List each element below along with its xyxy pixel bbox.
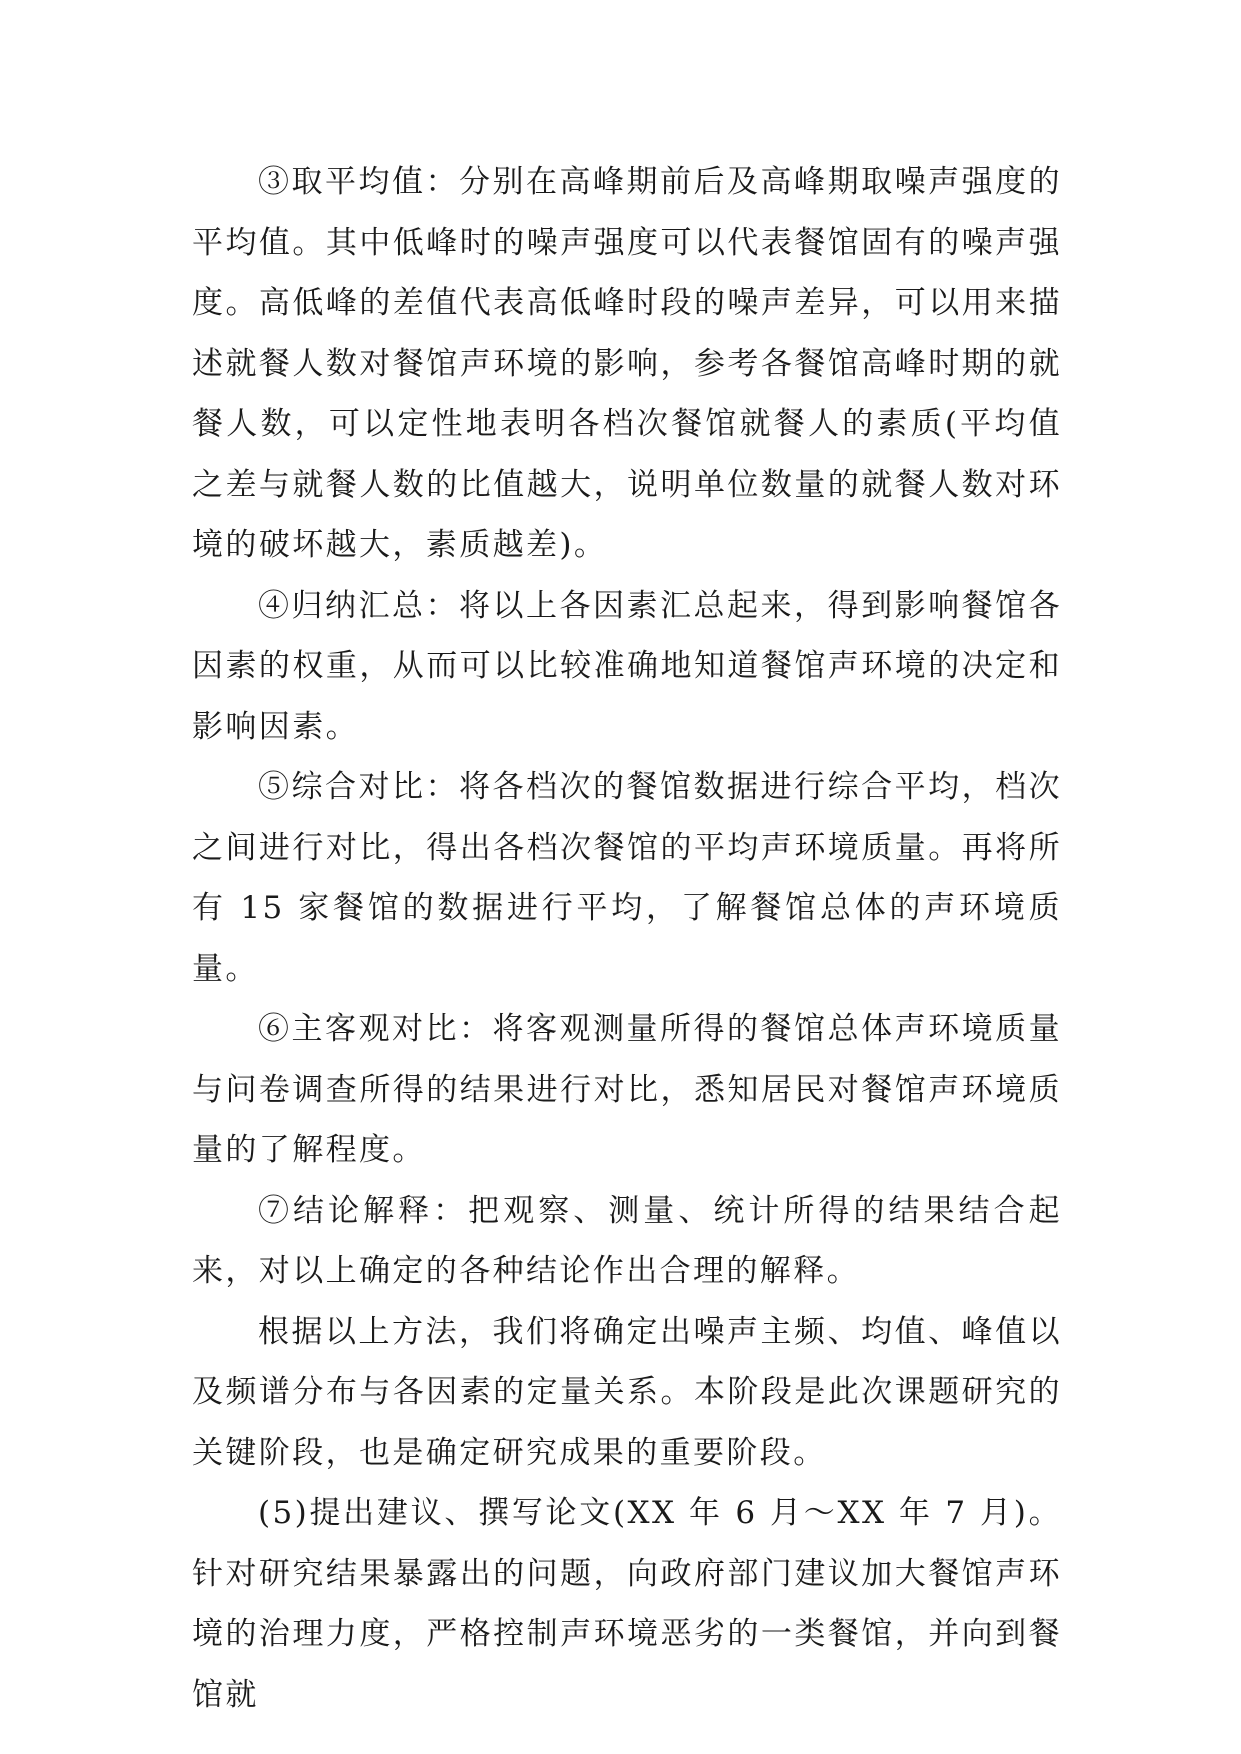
paragraph-comprehensive-comparison: ⑤综合对比：将各档次的餐馆数据进行综合平均，档次之间进行对比，得出各档次餐馆的平均声环境质量。再将所有 15 家餐馆的数据进行平均，了解餐馆总体的声环境质量。: [192, 769, 1062, 987]
document-body: [192, 152, 1062, 1725]
paragraph-summary: ④归纳汇总：将以上各因素汇总起来，得到影响餐馆各因素的权重，从而可以比较准确地知道餐馆声环境的决定和影响因素。: [192, 587, 1062, 745]
paragraph-method-summary: 根据以上方法，我们将确定出噪声主频、均值、峰值以及频谱分布与各因素的定量关系。本阶段是此次课题研究的关键阶段，也是确定研究成果的重要阶段。: [192, 1313, 1062, 1471]
paragraph-recommendations: (5)提出建议、撰写论文(XX 年 6 月～XX 年 7 月)。针对研究结果暴露出的问题，向政府部门建议加大餐馆声环境的治理力度，严格控制声环境恶劣的一类餐馆，并向到餐馆就: [192, 1495, 1062, 1713]
paragraph-subjective-objective-comparison: ⑥主客观对比：将客观测量所得的餐馆总体声环境质量与问卷调查所得的结果进行对比，悉知居民对餐馆声环境质量的了解程度。: [192, 1011, 1062, 1168]
paragraph-average-values: ③取平均值：分别在高峰期前后及高峰期取噪声强度的平均值。其中低峰时的噪声强度可以代表餐馆固有的噪声强度。高低峰的差值代表高低峰时段的噪声差异，可以用来描述就餐人数对餐馆声环境的影响，参考各餐馆高峰时期的就餐人数，可以定性地表明各档次餐馆就餐人的素质(平均值之差与就餐人数的比值越大，说明单位数量的就餐人数对环境的破坏越大，素质越差)。: [192, 164, 1062, 563]
paragraph-conclusion-explanation: ⑦结论解释：把观察、测量、统计所得的结果结合起来，对以上确定的各种结论作出合理的解释。: [192, 1192, 1062, 1289]
